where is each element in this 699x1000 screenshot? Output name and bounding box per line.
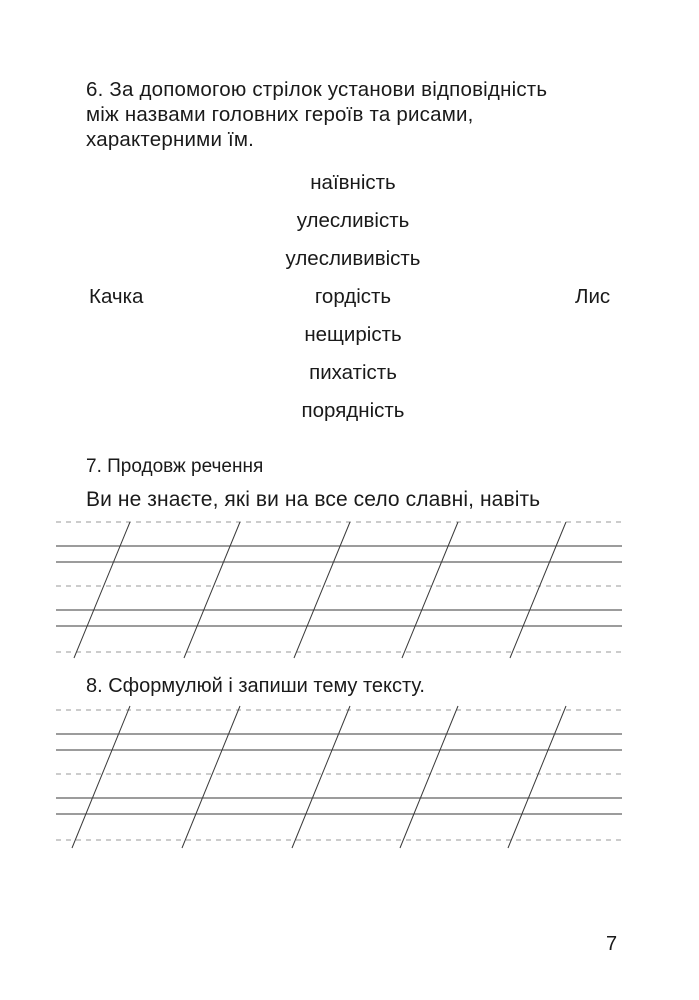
task-6-line-1: 6. За допомогою стрілок установи відповідність [86, 78, 548, 101]
page-number: 7 [606, 933, 618, 955]
task-8-title: 8. Сформулюй і запиши тему тексту. [86, 675, 425, 697]
task-8-writing-area[interactable] [0, 702, 699, 850]
task-7-sentence: Ви не знаєте, які ви на все село славні, навіть [86, 488, 541, 511]
task-6-instruction [86, 77, 646, 152]
task-6-line-2: між назвами головних героїв та рисами, [86, 103, 474, 126]
trait-item[interactable]: гордість [314, 285, 392, 308]
hero-right-label[interactable]: Лис [575, 285, 611, 308]
trait-item[interactable]: наївність [310, 171, 396, 194]
task-6-line-3: характерними їм. [86, 128, 255, 151]
hero-left-label[interactable]: Качка [89, 285, 144, 308]
trait-item[interactable]: улесливість [296, 209, 410, 232]
trait-item[interactable]: улеслививість [285, 247, 421, 270]
task-7-title: 7. Продовж речення [86, 456, 264, 477]
task-7-writing-area[interactable] [0, 518, 699, 660]
trait-item[interactable]: порядність [301, 399, 405, 422]
trait-item[interactable]: пихатість [309, 361, 397, 384]
trait-item[interactable]: нещирість [304, 323, 402, 346]
